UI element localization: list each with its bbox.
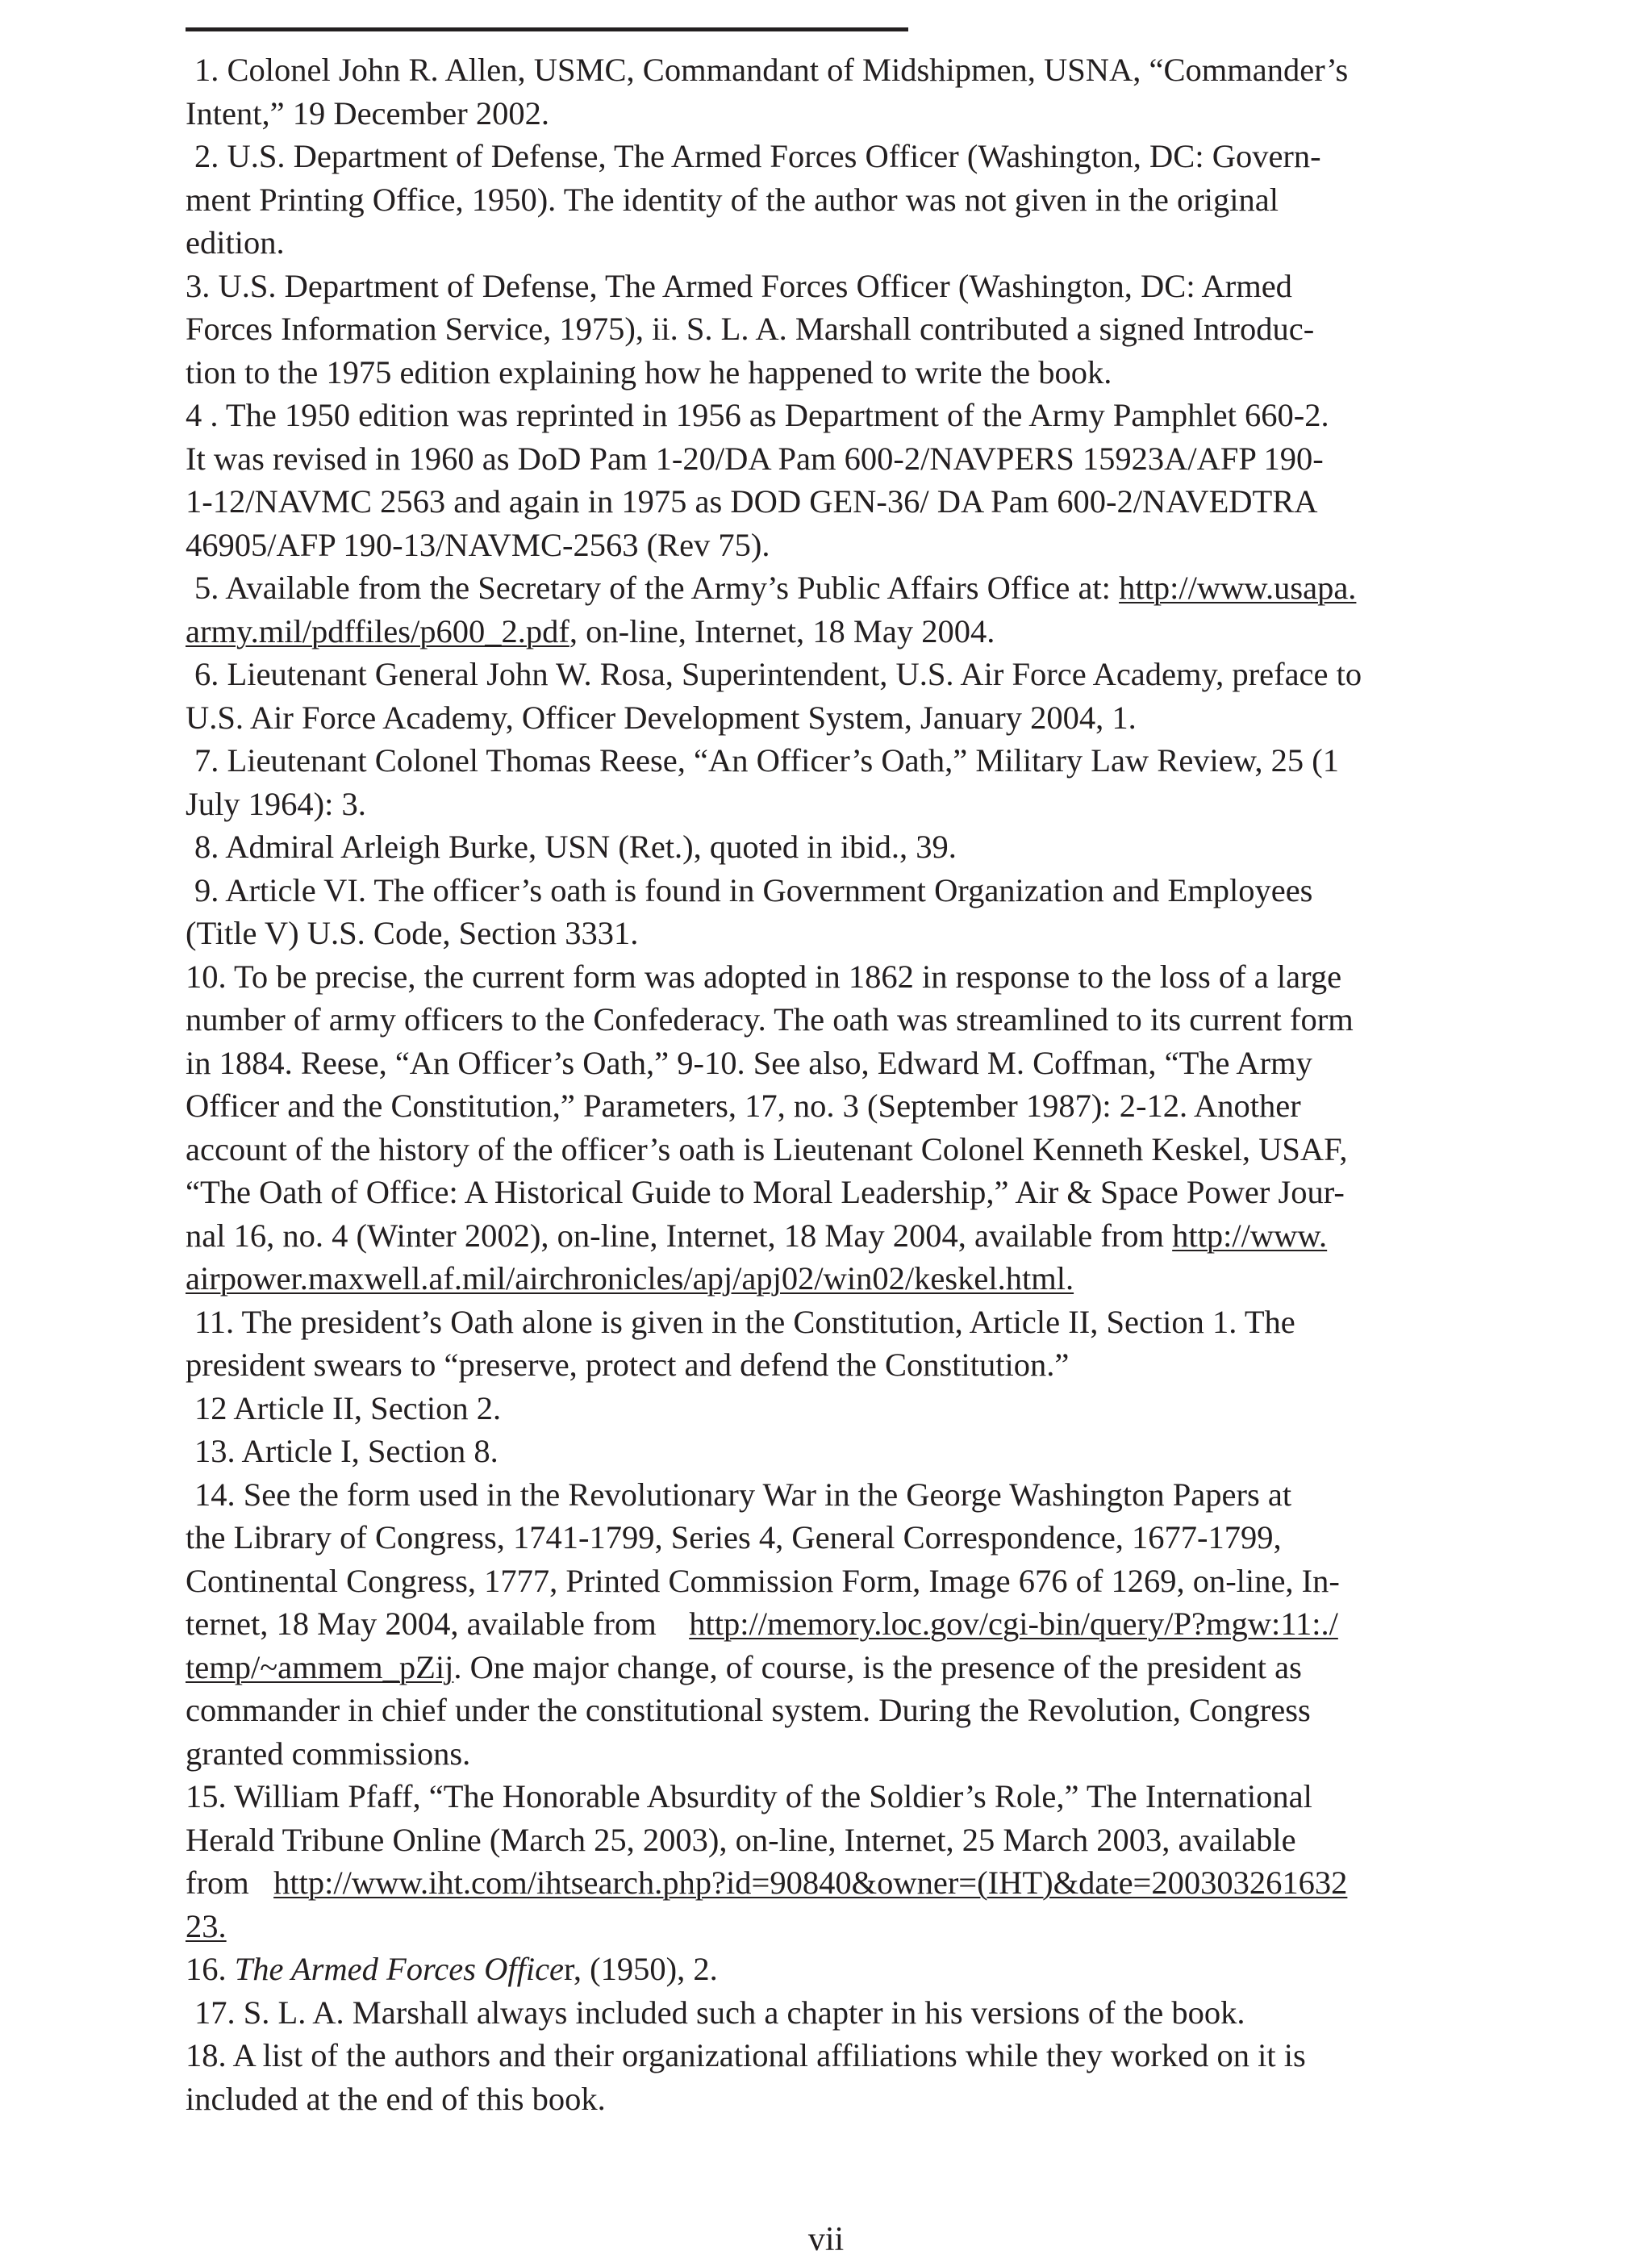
endnotes-list <box>186 48 1476 2120</box>
endnote-15-link-part-2[interactable]: 23. <box>186 1907 227 1944</box>
endnote-6-line-2: U.S. Air Force Academy, Officer Development System, January 2004, 1. <box>186 699 1137 736</box>
endnote-14-line-4: ternet, 18 May 2004, available from <box>186 1606 690 1642</box>
endnote-16-book-title: The Armed Forces Office <box>234 1951 565 1987</box>
endnote-1-line-2: Intent,” 19 December 2002. <box>186 94 549 132</box>
endnote-8 <box>186 825 1476 869</box>
footnote-separator-rule <box>186 27 908 31</box>
endnote-11 <box>186 1301 1476 1387</box>
endnote-9-line-2: (Title V) U.S. Code, Section 3331. <box>186 915 639 951</box>
endnote-15-line-1: 15. William Pfaff, “The Honorable Absurdity of the Soldier’s Role,” The International <box>186 1778 1312 1814</box>
endnote-7-line-1: 7. Lieutenant Colonel Thomas Reese, “An Officer’s Oath,” Military Law Review, 25 (1 <box>194 742 1340 779</box>
endnote-14-line-2: the Library of Congress, 1741-1799, Series 4, General Correspondence, 1677-1799, <box>186 1519 1282 1555</box>
endnote-4-line-2: It was revised in 1960 as DoD Pam 1-20/DA Pam 600-2/NAVPERS 15923A/AFP 190- <box>186 440 1324 477</box>
endnote-15 <box>186 1775 1476 1948</box>
endnote-12-line-1: 12 Article II, Section 2. <box>194 1389 502 1426</box>
endnote-14-line-3: Continental Congress, 1777, Printed Commission Form, Image 676 of 1269, on-line, In- <box>186 1562 1340 1599</box>
endnote-6-line-1: 6. Lieutenant General John W. Rosa, Superintendent, U.S. Air Force Academy, preface to <box>194 656 1362 692</box>
endnote-16 <box>186 1948 1476 1991</box>
endnote-10-link-part-1[interactable]: http://www. <box>1172 1217 1328 1254</box>
endnote-15-link-part-1[interactable]: http://www.iht.com/ihtsearch.php?id=90840&owner=(IHT)&date=200303261632 <box>273 1864 1348 1901</box>
endnote-14-line-5-tail: . One major change, of course, is the presence of the president as <box>453 1648 1302 1685</box>
endnote-3 <box>186 265 1476 395</box>
endnote-10-line-6: “The Oath of Office: A Historical Guide to Moral Leadership,” Air & Space Power Jour- <box>186 1174 1345 1210</box>
endnote-14 <box>186 1473 1476 1776</box>
endnote-14-line-6: commander in chief under the constitutional system. During the Revolution, Congress <box>186 1692 1311 1728</box>
endnote-2-line-1: 2. U.S. Department of Defense, The Armed Forces Officer (Washington, DC: Govern- <box>194 138 1321 174</box>
endnote-8-line-1: 8. Admiral Arleigh Burke, USN (Ret.), quoted in ibid., 39. <box>194 829 957 865</box>
endnote-10-line-5: account of the history of the officer’s oath is Lieutenant Colonel Kenneth Keskel, USAF, <box>186 1130 1348 1167</box>
endnote-10-line-2: number of army officers to the Confederacy. The oath was streamlined to its current form <box>186 1001 1354 1038</box>
endnote-7-line-2: July 1964): 3. <box>186 785 366 822</box>
endnote-1-line-1: 1. Colonel John R. Allen, USMC, Commandant of Midshipmen, USNA, “Commander’s <box>194 52 1349 88</box>
endnote-2 <box>186 135 1476 265</box>
endnote-5 <box>186 566 1476 653</box>
endnote-2-line-2: ment Printing Office, 1950). The identity of the author was not given in the original <box>186 181 1279 218</box>
endnote-5-text: 5. Available from the Secretary of the Army’s Public Affairs Office at: <box>194 570 1120 606</box>
endnote-4-line-4: 46905/AFP 190-13/NAVMC-2563 (Rev 75). <box>186 526 770 563</box>
endnote-13-line-1: 13. Article I, Section 8. <box>194 1433 499 1469</box>
endnote-12 <box>186 1387 1476 1430</box>
endnote-2-line-3: edition. <box>186 224 285 261</box>
endnote-18-line-1: 18. A list of the authors and their organizational affiliations while they worked on it is <box>186 2037 1306 2073</box>
endnote-4-line-3: 1-12/NAVMC 2563 and again in 1975 as DOD GEN-36/ DA Pam 600-2/NAVEDTRA <box>186 483 1318 520</box>
endnote-1 <box>186 48 1476 135</box>
endnote-10-line-1: 10. To be precise, the current form was adopted in 1862 in response to the loss of a large <box>186 958 1342 995</box>
endnote-13 <box>186 1430 1476 1473</box>
page-number: vii <box>807 2221 845 2258</box>
endnote-4-line-1: 4 . The 1950 edition was reprinted in 1956 as Department of the Army Pamphlet 660-2. <box>186 397 1329 433</box>
endnote-4 <box>186 394 1476 566</box>
endnote-9-line-1: 9. Article VI. The officer’s oath is found in Government Organization and Employees <box>194 871 1313 908</box>
endnote-18-line-2: included at the end of this book. <box>186 2080 606 2117</box>
endnote-5-link-part-1[interactable]: http://www.usapa. <box>1119 570 1357 606</box>
endnote-3-line-1: 3. U.S. Department of Defense, The Armed Forces Officer (Washington, DC: Armed <box>186 267 1292 304</box>
endnote-14-link-part-1[interactable]: http://memory.loc.gov/cgi-bin/query/P?mgw:11:./ <box>689 1606 1338 1642</box>
endnote-9 <box>186 869 1476 955</box>
endnote-17-line-1: 17. S. L. A. Marshall always included such a chapter in his versions of the book. <box>194 1994 1245 2031</box>
endnote-14-line-1: 14. See the form used in the Revolutionary War in the George Washington Papers at <box>194 1476 1292 1513</box>
endnote-10-line-7: nal 16, no. 4 (Winter 2002), on-line, Internet, 18 May 2004, available from <box>186 1217 1173 1254</box>
endnote-15-line-3: from <box>186 1864 274 1901</box>
endnote-10-line-4: Officer and the Constitution,” Parameters, 17, no. 3 (September 1987): 2-12. Another <box>186 1088 1301 1124</box>
endnote-10-link-part-2[interactable]: airpower.maxwell.af.mil/airchronicles/apj/apj02/win02/keskel.html. <box>186 1260 1074 1297</box>
endnote-11-line-1: 11. The president’s Oath alone is given in the Constitution, Article II, Section 1. The <box>194 1303 1295 1340</box>
endnote-18 <box>186 2034 1476 2120</box>
endnote-3-line-3: tion to the 1975 edition explaining how he happened to write the book. <box>186 353 1112 390</box>
endnote-16-tail: r, (1950), 2. <box>564 1951 718 1987</box>
endnote-5-link-part-2[interactable]: army.mil/pdffiles/p600_2.pdf <box>186 612 569 649</box>
endnote-11-line-2: president swears to “preserve, protect and defend the Constitution.” <box>186 1347 1070 1383</box>
endnote-14-link-part-2[interactable]: temp/~ammem_pZij <box>186 1648 454 1685</box>
endnote-6 <box>186 653 1476 739</box>
endnote-3-line-2: Forces Information Service, 1975), ii. S. L. A. Marshall contributed a signed Introduc- <box>186 311 1315 347</box>
endnote-10 <box>186 955 1476 1301</box>
endnote-16-number: 16. <box>186 1951 235 1987</box>
endnote-5-text-tail: , on-line, Internet, 18 May 2004. <box>569 612 995 649</box>
endnote-7 <box>186 739 1476 825</box>
endnote-15-line-2: Herald Tribune Online (March 25, 2003), on-line, Internet, 25 March 2003, available <box>186 1821 1296 1858</box>
endnote-14-line-7: granted commissions. <box>186 1735 471 1772</box>
endnote-10-line-3: in 1884. Reese, “An Officer’s Oath,” 9-10. See also, Edward M. Coffman, “The Army <box>186 1044 1312 1081</box>
endnote-17 <box>186 1991 1476 2035</box>
